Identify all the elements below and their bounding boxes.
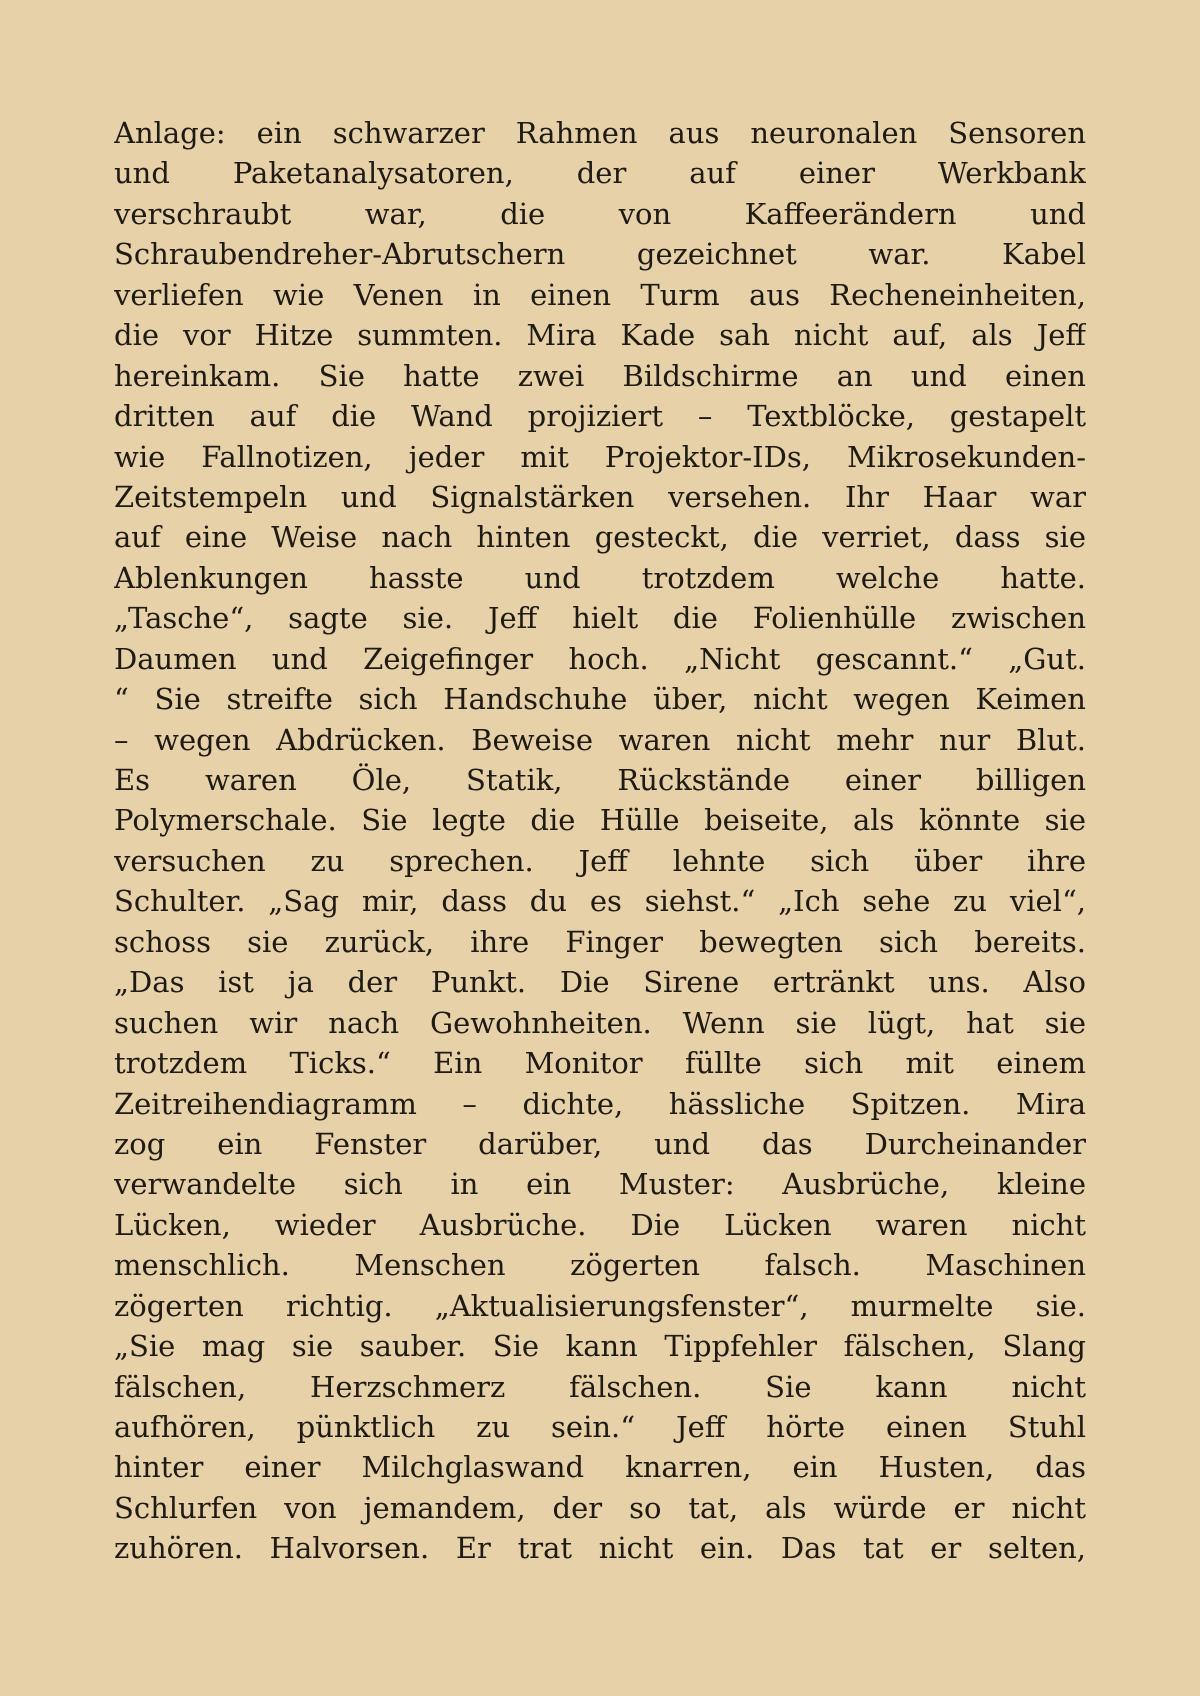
- text-line: Schlurfen von jemandem, der so tat, als würde er nicht: [114, 1490, 1086, 1525]
- text-line: hinter einer Milchglaswand knarren, ein Husten, das: [114, 1450, 1086, 1485]
- text-line: Zeitreihendiagramm – dichte, hässliche Spitzen. Mira: [114, 1086, 1086, 1121]
- text-line: zögerten richtig. „Aktualisierungsfenster“, murmelte sie.: [114, 1288, 1086, 1323]
- text-line: „Tasche“, sagte sie. Jeff hielt die Folienhülle zwischen: [114, 601, 1086, 636]
- text-line: fälschen, Herzschmerz fälschen. Sie kann nicht: [114, 1369, 1086, 1404]
- text-line: “ Sie streifte sich Handschuhe über, nicht wegen Keimen: [114, 682, 1086, 717]
- text-line: zog ein Fenster darüber, und das Durcheinander: [114, 1126, 1086, 1161]
- text-line: Daumen und Zeigefinger hoch. „Nicht gescannt.“ „Gut.: [114, 641, 1086, 676]
- text-line: „Das ist ja der Punkt. Die Sirene ertränkt uns. Also: [114, 965, 1086, 1000]
- text-line: wie Fallnotizen, jeder mit Projektor-IDs, Mikrosekunden-: [114, 439, 1086, 474]
- text-line: Schulter. „Sag mir, dass du es siehst.“ „Ich sehe zu viel“,: [114, 884, 1086, 919]
- text-line: suchen wir nach Gewohnheiten. Wenn sie lügt, hat sie: [114, 1005, 1086, 1040]
- text-line: aufhören, pünktlich zu sein.“ Jeff hörte einen Stuhl: [114, 1410, 1086, 1444]
- text-line: Ablenkungen hasste und trotzdem welche hatte.: [114, 560, 1086, 595]
- document-body: [114, 113, 1086, 1569]
- text-line: trotzdem Ticks.“ Ein Monitor füllte sich mit einem: [114, 1046, 1086, 1081]
- text-line: verschraubt war, die von Kaffeerändern und: [114, 196, 1086, 231]
- text-line: und Paketanalysatoren, der auf einer Werkbank: [114, 156, 1086, 191]
- text-line: „Sie mag sie sauber. Sie kann Tippfehler fälschen, Slang: [114, 1329, 1086, 1364]
- text-line: hereinkam. Sie hatte zwei Bildschirme an und einen: [114, 358, 1086, 393]
- text-line: menschlich. Menschen zögerten falsch. Maschinen: [114, 1248, 1086, 1283]
- text-line: verliefen wie Venen in einen Turm aus Recheneinheiten,: [114, 277, 1086, 312]
- text-line: Schraubendreher-Abrutschern gezeichnet war. Kabel: [114, 237, 1086, 272]
- text-line: die vor Hitze summten. Mira Kade sah nicht auf, als Jeff: [114, 318, 1086, 353]
- text-line: Es waren Öle, Statik, Rückstände einer billigen: [114, 763, 1086, 797]
- text-line: auf eine Weise nach hinten gesteckt, die verriet, dass sie: [114, 520, 1086, 555]
- text-line: Zeitstempeln und Signalstärken versehen. Ihr Haar war: [114, 479, 1086, 514]
- text-line: – wegen Abdrücken. Beweise waren nicht mehr nur Blut.: [114, 722, 1086, 757]
- text-line: Anlage: ein schwarzer Rahmen aus neuronalen Sensoren: [114, 116, 1086, 150]
- text-line: schoss sie zurück, ihre Finger bewegten sich bereits.: [114, 924, 1086, 959]
- text-line: versuchen zu sprechen. Jeff lehnte sich über ihre: [114, 843, 1086, 878]
- text-line: Lücken, wieder Ausbrüche. Die Lücken waren nicht: [114, 1207, 1086, 1242]
- text-line: Polymerschale. Sie legte die Hülle beiseite, als könnte sie: [114, 803, 1086, 838]
- text-line: dritten auf die Wand projiziert – Textblöcke, gestapelt: [114, 399, 1086, 434]
- text-line: verwandelte sich in ein Muster: Ausbrüche, kleine: [114, 1167, 1086, 1202]
- text-line: zuhören. Halvorsen. Er trat nicht ein. Das tat er selten,: [114, 1531, 1086, 1566]
